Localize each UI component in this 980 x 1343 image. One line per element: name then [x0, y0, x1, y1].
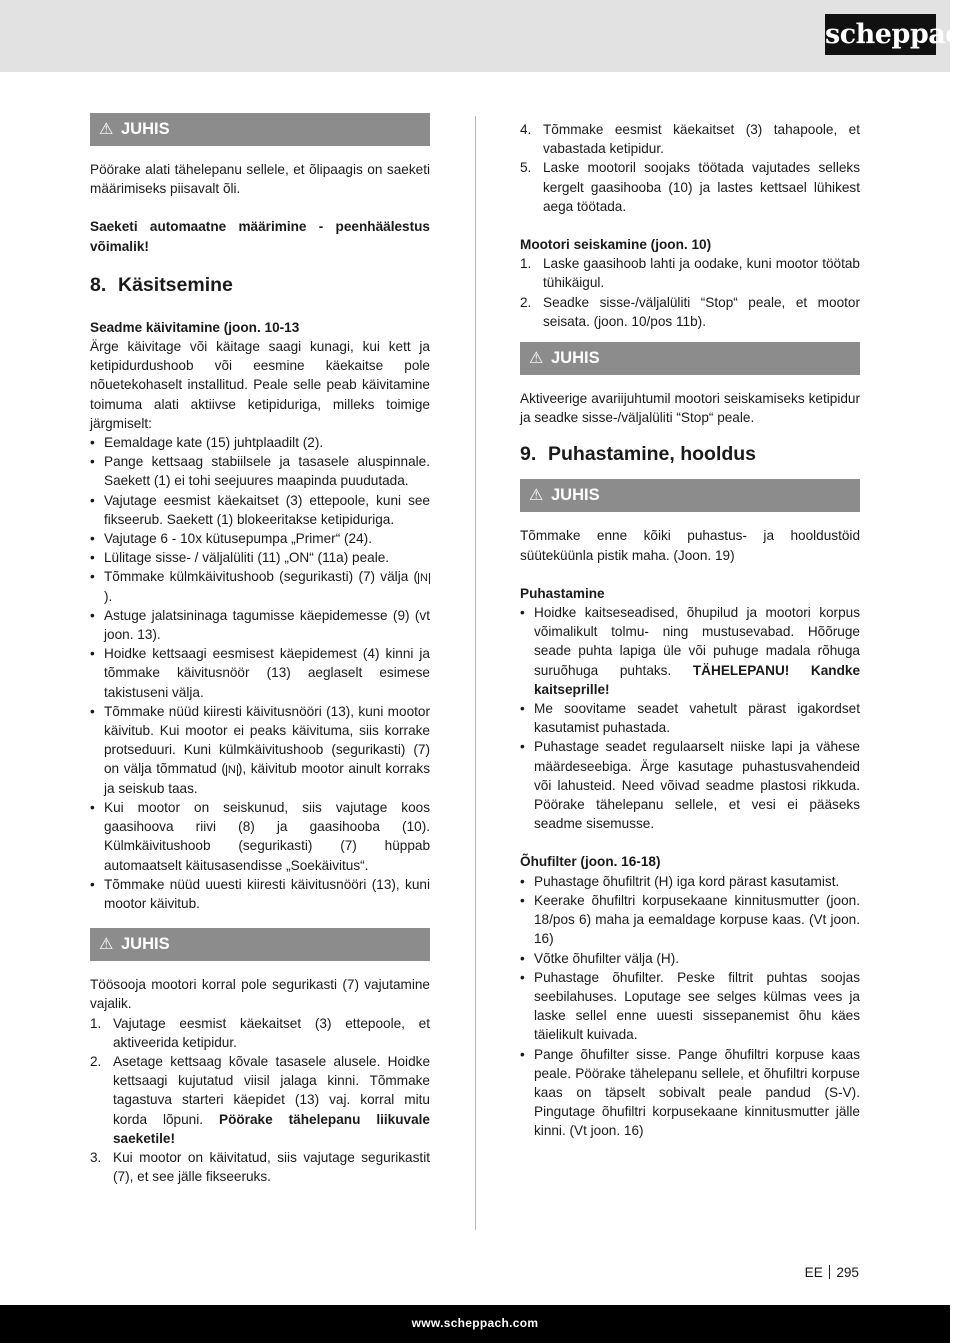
note-box-header [90, 928, 430, 961]
start-intro: Ärge käivitage või käitage saagi kunagi, kui kett ja ketipidurdushoob või eesmine käekaitse pole nõuetekohaselt installitud. Peale selle peab käivitamine toimuma alati aktiivse ketipiduriga, milleks toimige järgmiselt: [90, 339, 430, 431]
subsection-heading: Seadme käivitamine (joon. 10-13 [90, 319, 300, 335]
start-steps [90, 433, 430, 913]
right-column [520, 120, 860, 1141]
section-heading: 8. Käsitsemine [90, 273, 233, 296]
list-item: • Vajutage eesmist käekaitset (3) ettepoole, kuni see fikseerub. Saekett (1) blokeeritakse ketipiduriga. [90, 491, 430, 529]
language-code: EE [804, 1265, 823, 1280]
list-item: 1. Vajutage eesmist käekaitset (3) ettepoole, et aktiveerida ketipidur. [90, 1015, 430, 1050]
list-item: 2. Asetage kettsaag kõvale tasasele alusele. Hoidke kettsaagi kujutatud viisil jalaga kinni. Tõmmake tagastuva starteri käepidet (13) vaj. korral mitu korda lõpuni. Pöörake tähelepanu liikuvale saeketile! [90, 1053, 430, 1146]
subsection-heading: Õhufilter (joon. 16-18) [520, 854, 661, 870]
note-text: Aktiveerige avariijuhtumil mootori seiskamiseks ketipidur ja seadke sisse-/väljalüliti “Stop“ peale. [520, 391, 860, 426]
list-item: • Me soovitame seadet vahetult pärast igakordset kasutamist puhastada. [520, 699, 860, 737]
list-item: • Lülitage sisse- / väljalüliti (11) „ON“ (11a) peale. [90, 548, 430, 567]
list-item: • Puhastage õhufilter. Peske filtrit puhtas soojas seebilahuses. Loputage see selges külmas vees ja laske sellel enne uuesti sissepanemist õhu käes täielikult kuivada. [520, 968, 860, 1045]
column-divider [475, 116, 476, 1230]
warning-icon: ⚠ [529, 487, 544, 505]
warm-start-steps [90, 1014, 430, 1187]
list-item: • Pange kettsaag stabiilsele ja tasasele aluspinnale. Saekett (1) ei tohi seejuures maapinda puudutada. [90, 452, 430, 490]
list-item: 4. Tõmmake eesmist käekaitset (3) tahapoole, et vabastada ketipidur. [520, 122, 860, 157]
section-heading: 9. Puhastamine, hooldus [520, 443, 757, 466]
auto-oil-note: Saeketi automaatne määrimine - peenhäälestus võimalik! [90, 219, 430, 254]
list-item: • Puhastage seadet regulaarselt niiske lapi ja vähese määrdeseebiga. Ärge kasutage puhastusvahendeid või lahusteid. Need võivad seadme plastosi rikkuda. Pöörake tähelepanu sellele, et vesi ei pääseks seadme sisemusse. [520, 737, 860, 833]
list-item: • Võtke õhufilter välja (H). [520, 949, 860, 968]
bottom-bar [0, 1305, 950, 1343]
list-item: • Kui mootor on seiskunud, siis vajutage koos gaasihoova riivi (8) ja gaasihooba (10). Külmkäivitushoob (segurikasti) (7) hüppab automaatselt käitusasendisse „Soekäivitus“. [90, 798, 430, 875]
list-item: • Tõmmake nüüd kiiresti käivitusnööri (13), kuni mootor käivitub. Kui mootor ei peaks käivituma, siis korrake protseduuri. Kuni külmkäivitushoob (segurikasti) (7) on välja tõmmatud ( N ), käivitub mootor ainult korraks ja seiskub taas. [90, 702, 430, 798]
note-text: Töösooja mootori korral pole segurikasti (7) vajutamine vajalik. [90, 977, 430, 1012]
note-box-header [520, 479, 860, 512]
top-bar [0, 0, 980, 72]
website-link[interactable]: www.scheppach.com [411, 1316, 539, 1330]
list-item: • Vajutage 6 - 10x kütusepumpa „Primer“ (24). [90, 529, 430, 548]
cleaning-steps [520, 603, 860, 833]
list-item: • Tõmmake nüüd uuesti kiiresti käivitusnööri (13), kuni mootor käivitub. [90, 875, 430, 913]
note-title: JUHIS [121, 935, 170, 954]
page-num: 295 [836, 1265, 859, 1280]
note-text: Pöörake alati tähelepanu sellele, et õlipaagis on saeketi määrimiseks piisavalt õli. [90, 162, 430, 197]
warm-start-steps-cont [520, 120, 860, 216]
subsection-heading: Puhastamine [520, 585, 605, 601]
warning-icon: ⚠ [99, 121, 114, 138]
list-item: 1. Laske gaasihoob lahti ja oodake, kuni mootor töötab tühikäigul. [520, 256, 860, 291]
list-item: 2. Seadke sisse-/väljalüliti “Stop“ peale, et mootor seisata. (joon. 10/pos 11b). [520, 294, 860, 329]
list-item: • Eemaldage kate (15) juhtplaadilt (2). [90, 433, 430, 452]
scheppach-logo: scheppach [825, 14, 936, 55]
list-item: 3. Kui mootor on käivitatud, siis vajutage segurikastit (7), et see jälle fikseeruks. [90, 1149, 430, 1185]
list-item: 5. Laske mootoril soojaks töötada vajutades selleks kergelt gaasihooba (10) ja lastes kettsael lühikest aega töötada. [520, 160, 860, 214]
air-filter-steps [520, 872, 860, 1141]
warning-icon: ⚠ [99, 936, 114, 954]
stop-steps [520, 254, 860, 331]
list-item: • Astuge jalatsininaga tagumisse käepidemesse (9) (vt joon. 13). [90, 606, 430, 644]
warning-icon: ⚠ [529, 350, 544, 368]
note-box-header [90, 113, 430, 146]
left-column [90, 108, 430, 1186]
page-number [805, 1265, 859, 1280]
choke-symbol-icon: N [420, 572, 428, 585]
subsection-heading: Mootori seiskamine (joon. 10) [520, 237, 712, 253]
list-item: • Puhastage õhufiltrit (H) iga kord pärast kasutamist. [520, 872, 860, 891]
choke-symbol-icon: N [227, 764, 236, 777]
list-item: • Hoidke kettsaagi eesmisest käepidemest (4) kinni ja tõmmake käivitusnöör (13) aeglaselt esimese takistuseni välja. [90, 644, 430, 702]
note-title: JUHIS [121, 120, 170, 138]
list-item: • Hoidke kaitseseadised, õhupilud ja mootori korpus võimalikult tolmu- ning mustusevabad. Hõõruge seade puhta lapiga üle või puhuge madala rõhuga suruõhuga puhtaks. TÄHELEPANU! Kandke kaitseprille! [520, 603, 860, 699]
list-item: • Pange õhufilter sisse. Pange õhufiltri korpuse kaas peale. Pöörake tähelepanu sellele, et õhufiltri korpuse kaas on täpselt sobivalt peale pandud (S-V). Pingutage õhufiltri korpusekaane kinnitusmutter jälle kinni. (Vt joon. 16) [520, 1045, 860, 1141]
note-text: Tõmmake enne kõiki puhastus- ja hooldustöid süüteküünla pistik maha. (Joon. 19) [520, 528, 860, 563]
note-title: JUHIS [551, 486, 600, 505]
list-item: • Tõmmake külmkäivitushoob (segurikasti) (7) välja ( N). [90, 567, 430, 605]
note-title: JUHIS [551, 349, 600, 368]
note-box-header [520, 342, 860, 375]
list-item: • Keerake õhufiltri korpusekaane kinnitusmutter (joon. 18/pos 6) maha ja eemaldage korpuse kaas. (Vt joon. 16) [520, 891, 860, 949]
